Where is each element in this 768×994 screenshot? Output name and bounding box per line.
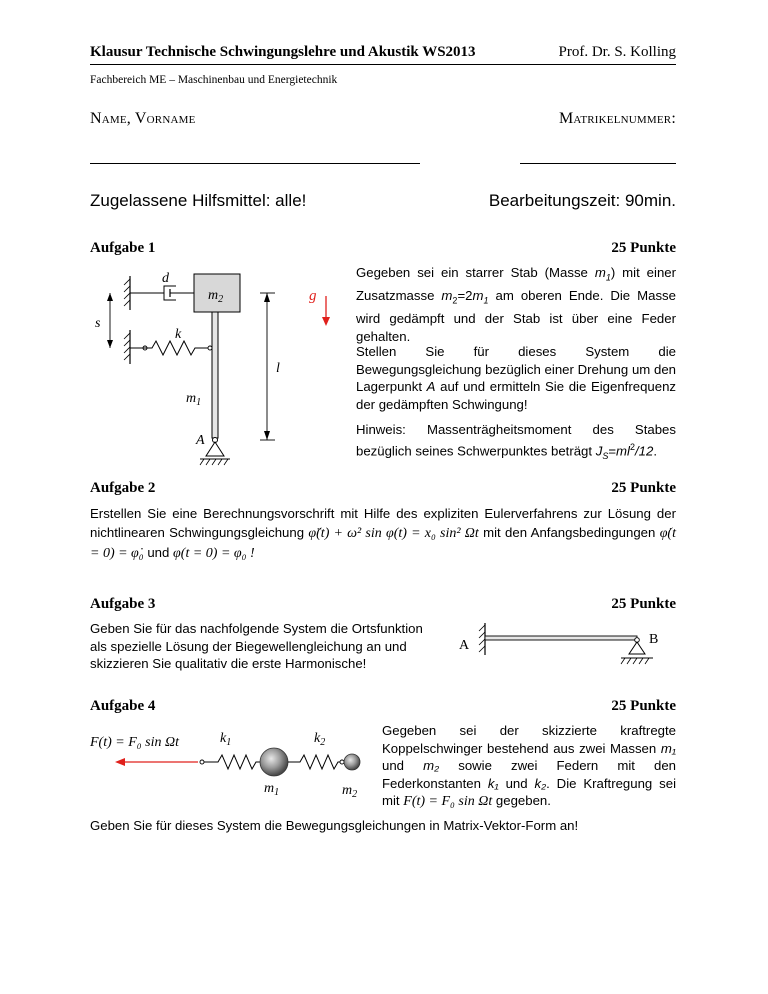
task1-hint: Hinweis: Massenträgheitsmoment des Stabes bezüglich seines Schwerpunktes beträgt $J_S=ml^2/12$.: [356, 422, 676, 461]
left-wall-bottom: [124, 330, 130, 364]
beam-B-label: B: [649, 632, 659, 647]
force-label: F(t) = F₀ sin Ωt: [90, 735, 179, 750]
task1-points: 25 Punkte: [611, 240, 676, 256]
task3-text: Geben Sie für das nachfolgende System die Ortsfunktion als spezielle Lösung der Biegewellengleichung an und skizzieren Sie qualitativ die erste Harmonische!: [90, 621, 423, 672]
damper-label: d: [162, 271, 169, 286]
mass-m2-label: $m_2$: [342, 783, 358, 800]
task4-question: Geben Sie für dieses System die Bewegungsgleichungen in Matrix-Vektor-Form an!: [90, 818, 579, 833]
task3-title: Aufgabe 3: [90, 596, 156, 612]
dimension-s: [107, 293, 113, 348]
dimension-l-label: l: [276, 361, 280, 376]
allowed-aids: Zugelassene Hilfsmittel: alle!: [90, 191, 307, 210]
professor-name: Prof. Dr. S. Kolling: [558, 44, 676, 60]
name-input-line[interactable]: [90, 163, 420, 164]
clamped-wall: [479, 623, 485, 655]
damper: [130, 286, 194, 300]
task2-title: Aufgabe 2: [90, 480, 156, 496]
task4-figure: [88, 722, 373, 807]
department: Fachbereich ME – Maschinenbau und Energietechnik: [90, 74, 338, 86]
task1-paragraph-2: Stellen Sie für dieses System die Bewegungsgleichung bezüglich einer Drehung um den Lagerpunkt A auf und ermitteln Sie die Eigenfrequenz der gedämpften Schwingung!: [356, 344, 677, 412]
spring-k2-label: $k_2$: [314, 731, 326, 748]
matrikel-label: Matrikelnummer:: [558, 110, 676, 127]
task1-title: Aufgabe 1: [90, 240, 156, 256]
task4-description: Gegeben sei der skizzierte kraftregte Koppelschwinger bestehend aus zwei Massen m₁ und m₂ sowie zwei Federn mit den Federkonstanten k₁ und k₂. Die Kraftregung sei mit F(t) = F₀ sin Ωt gegeben.: [382, 723, 677, 810]
task1-figure: [90, 262, 340, 472]
task4-title: Aufgabe 4: [90, 698, 156, 714]
beam: [485, 636, 637, 640]
spring-k1: [200, 755, 260, 769]
mass-m2-sphere: [344, 754, 360, 770]
force-arrow: [115, 758, 198, 766]
name-label: Name, Vorname: [90, 110, 196, 127]
mass-m2-label: $m_2$: [208, 288, 224, 305]
working-time: Bearbeitungszeit: 90min.: [488, 191, 676, 210]
matrikel-input-line[interactable]: [520, 163, 676, 164]
spring-k2: [288, 755, 344, 769]
task2-text: Erstellen Sie eine Berechnungsvorschrift mit Hilfe des expliziten Eulerverfahrens zur Lösung der nichtlinearen Schwingungsgleichung φ̈(t) + ω² sin φ(t) = x₀ sin² Ωt mit den Anfangsbedingungen φ̇(t = 0) = φ̇₀ und φ(t = 0) = φ₀ !: [90, 506, 676, 561]
dimension-s-label: s: [95, 316, 101, 331]
support-A-label: A: [196, 433, 205, 448]
task2-initial-condition-2: φ(t = 0) = φ₀ !: [173, 546, 255, 561]
task2-equation: φ̈(t) + ω² sin φ(t) = x₀ sin² Ωt: [308, 526, 479, 541]
exam-title: Klausur Technische Schwingungslehre und Akustik WS2013: [90, 44, 476, 60]
beam-A-label: A: [459, 638, 470, 653]
task1-paragraph-1: Gegeben sei ein starrer Stab (Masse $m_1$) mit einer Zusatzmasse $m_2=2m_1$ am oberen Ende. Die Masse wird gedämpft und der Stab ist über eine Feder gehalten.: [356, 265, 676, 345]
spring-k1-label: $k_1$: [220, 731, 232, 748]
dimension-l: [260, 293, 275, 440]
task4-points: 25 Punkte: [611, 698, 676, 714]
mass-m1-label: $m_1$: [264, 781, 280, 798]
task2-initial-condition-1: φ̇(t = 0) = φ̇₀: [90, 526, 676, 561]
rod-m1-label: $m_1$: [186, 391, 202, 408]
spring-k-label: k: [175, 327, 182, 342]
task3-figure: [455, 615, 680, 675]
task4-force-formula: F(t) = F₀ sin Ωt: [403, 794, 493, 810]
header-rule: [90, 64, 676, 65]
gravity-arrow: [322, 296, 330, 326]
mass-m1-sphere: [260, 748, 288, 776]
gravity-label: g: [309, 288, 317, 304]
spring-k: [130, 341, 212, 355]
rigid-rod: [212, 312, 218, 438]
task2-points: 25 Punkte: [611, 480, 676, 496]
task3-points: 25 Punkte: [611, 596, 676, 612]
left-wall-top: [124, 276, 130, 310]
